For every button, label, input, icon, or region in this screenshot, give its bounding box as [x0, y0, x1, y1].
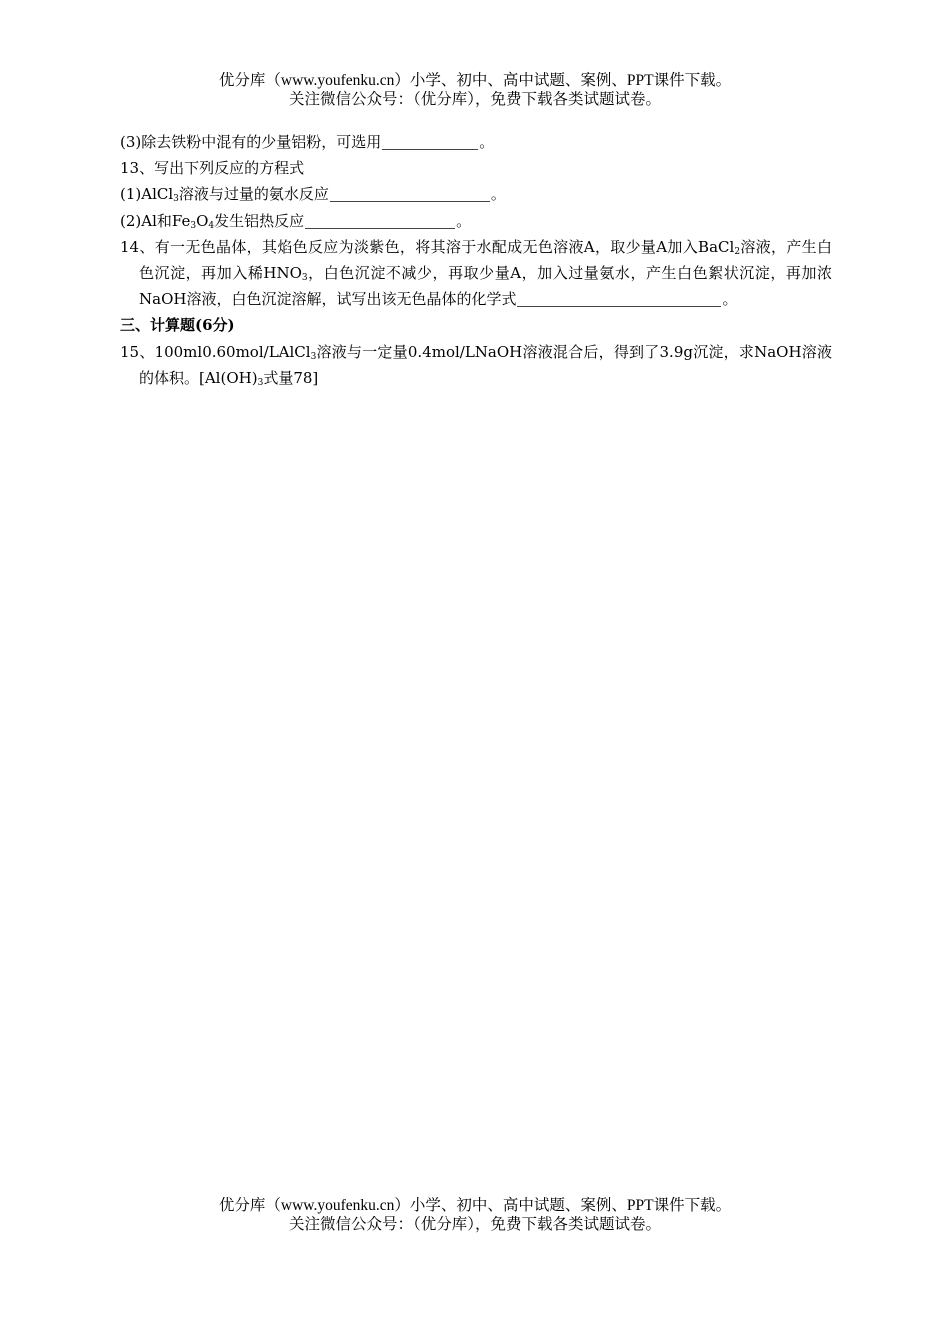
header-line-1: 优分库（www.youfenku.cn）小学、初中、高中试题、案例、PPT课件下载。: [218, 71, 732, 89]
header-url: www.youfenku.cn: [280, 72, 395, 89]
answer-blank[interactable]: [517, 289, 721, 307]
header-line-2: 关注微信公众号：（优分库），免费下载各类试题试卷。: [288, 90, 661, 108]
question-content: [120, 129, 832, 391]
question-15: 15、100ml0.60mol/LAlCl$_3$溶液与一定量0.4mol/LNaOH溶液混合后，得到了3.9g沉淀，求NaOH溶液的体积。[$Al(OH)_3$式量78]: [120, 342, 832, 388]
answer-blank[interactable]: [330, 184, 490, 202]
page-footer: [0, 1196, 950, 1234]
answer-blank[interactable]: [305, 211, 455, 229]
answer-blank[interactable]: [382, 132, 478, 150]
page-header: [0, 71, 950, 109]
question-14: 14、有一无色晶体，其焰色反应为淡紫色，将其溶于水配成无色溶液A，取少量A加入BaCl$_2$溶液，产生白色沉淀，再加入稀$HNO_3$，白色沉淀不减少，再取少量A，加入过量氨水，产生白色絮状沉淀，再加浓NaOH溶液，白色沉淀溶解，试写出该无色晶体的化学式 。: [120, 237, 832, 309]
footer-url: www.youfenku.cn: [280, 1197, 395, 1214]
footer-line-1: 优分库（www.youfenku.cn）小学、初中、高中试题、案例、PPT课件下载。: [218, 1196, 732, 1214]
question-13-title: 13、写出下列反应的方程式: [120, 159, 305, 178]
question-13-part-1: (1)AlCl$_3$溶液与过量的氨水反应 。: [120, 185, 506, 205]
section-heading-calculation: 三、计算题(6分): [120, 316, 235, 335]
question-12-part-3: (3)除去铁粉中混有的少量铝粉，可选用 。: [120, 133, 495, 151]
footer-line-2: 关注微信公众号：（优分库），免费下载各类试题试卷。: [288, 1215, 661, 1233]
question-13-part-2: (2)Al和$Fe_3O_4$发生铝热反应 。: [120, 211, 472, 231]
